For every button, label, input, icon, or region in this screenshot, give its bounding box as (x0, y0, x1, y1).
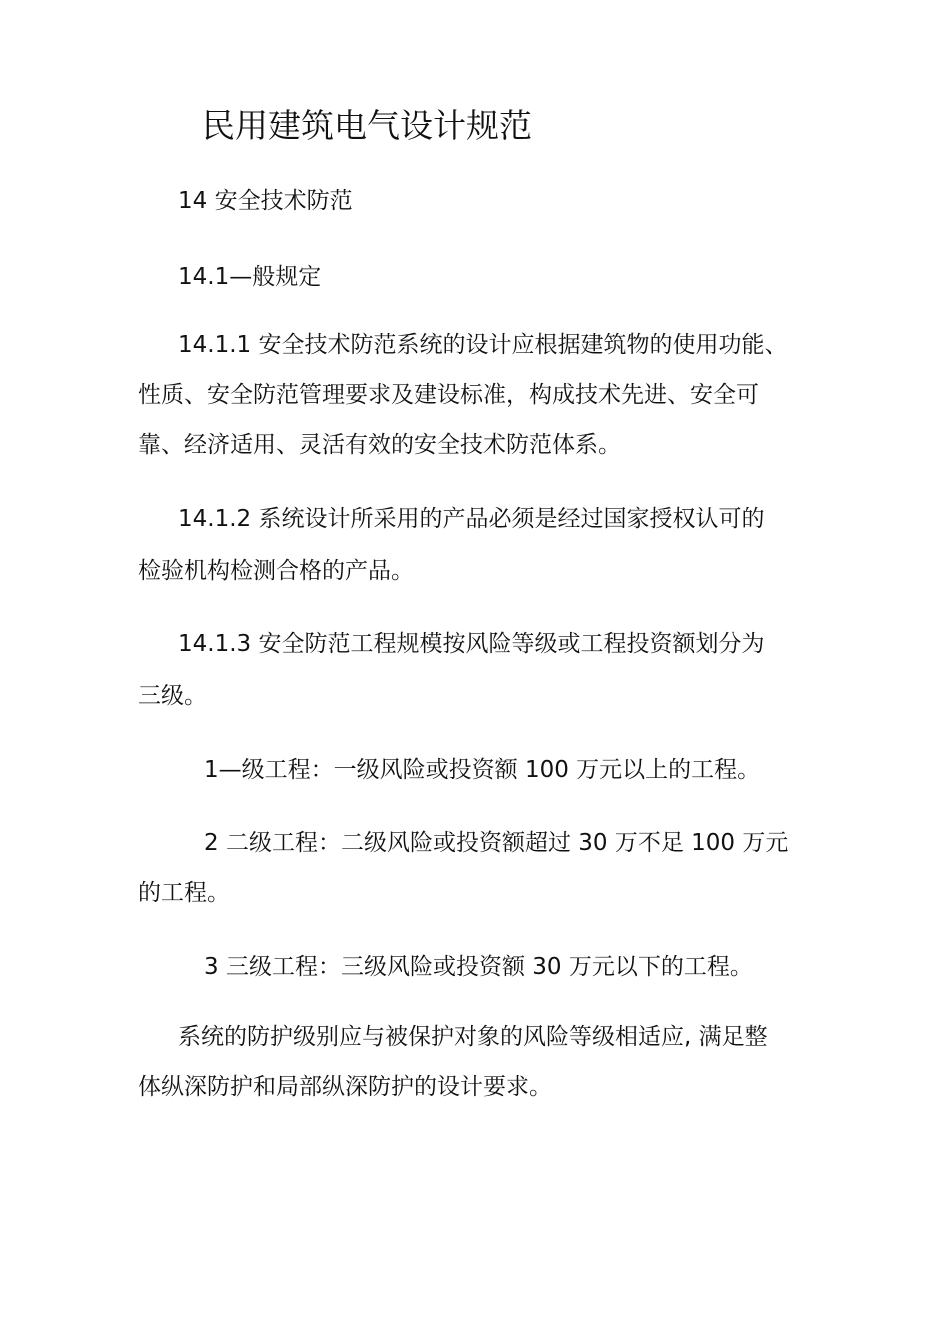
level-2-item-line-1: 2 二级工程：二级风险或投资额超过 30 万不足 100 万元 (204, 830, 789, 856)
closing-line-1: 系统的防护级别应与被保护对象的风险等级相适应, 满足整 (178, 1024, 768, 1050)
clause-1-line-3: 靠、经济适用、灵活有效的安全技术防范体系。 (138, 432, 621, 458)
clause-2-line-1: 14.1.2 系统设计所采用的产品必须是经过国家授权认可的 (178, 506, 765, 532)
clause-3-line-2: 三级。 (138, 683, 207, 709)
clause-1-line-2: 性质、安全防范管理要求及建设标准，构成技术先进、安全可 (138, 382, 759, 408)
document-title: 民用建筑电气设计规范 (202, 106, 532, 145)
level-1-item: 1—级工程：一级风险或投资额 100 万元以上的工程。 (204, 757, 761, 783)
section-heading: 14 安全技术防范 (178, 188, 353, 214)
level-3-item: 3 三级工程：三级风险或投资额 30 万元以下的工程。 (204, 954, 753, 980)
clause-1-line-1: 14.1.1 安全技术防范系统的设计应根据建筑物的使用功能、 (178, 332, 788, 358)
closing-line-2: 体纵深防护和局部纵深防护的设计要求。 (138, 1074, 552, 1100)
clause-3-line-1: 14.1.3 安全防范工程规模按风险等级或工程投资额划分为 (178, 631, 765, 657)
subsection-heading: 14.1—般规定 (178, 264, 322, 290)
clause-2-line-2: 检验机构检测合格的产品。 (138, 558, 414, 584)
level-2-item-line-2: 的工程。 (138, 880, 230, 906)
